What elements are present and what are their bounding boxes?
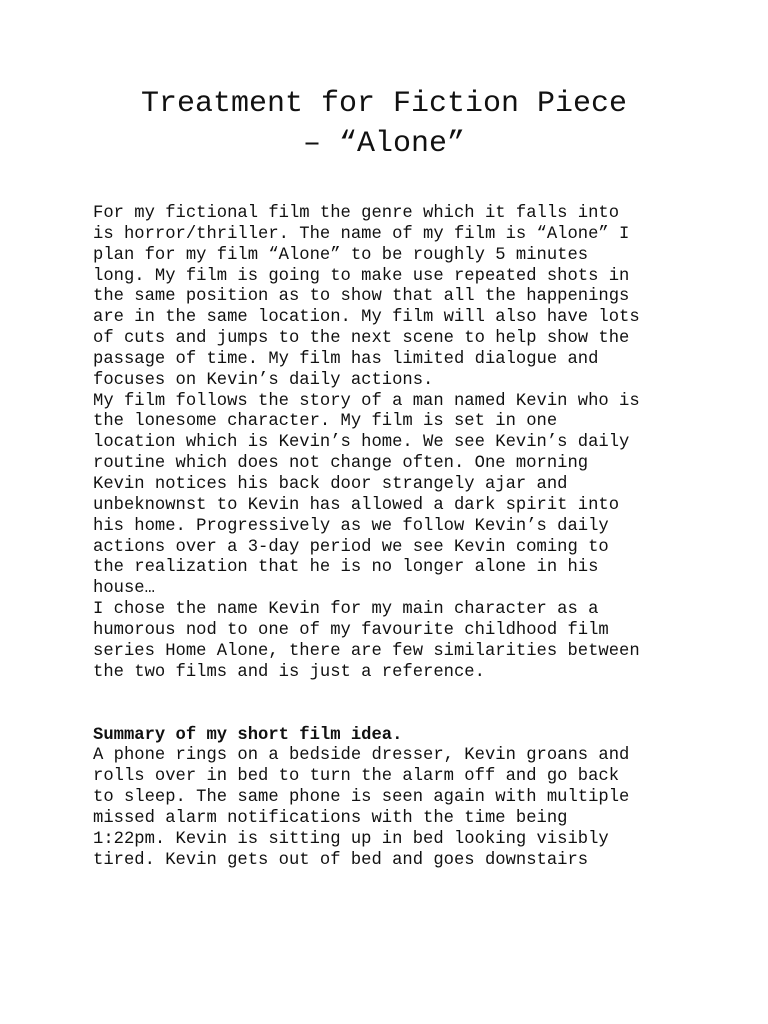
- name-choice-paragraph: I chose the name Kevin for my main character as a humorous nod to one of my favourite childhood film series Home Alone, there are few similarities between the two films and is just a reference.: [93, 600, 640, 682]
- summary-paragraph: A phone rings on a bedside dresser, Kevin groans and rolls over in bed to turn the alarm off and go back to sleep. The same phone is seen again with multiple missed alarm notifications with the time being 1:22pm. Kevin is sitting up in bed looking visibly tired. Kevin gets out of bed and goes downstairs: [93, 746, 630, 870]
- summary-heading: Summary of my short film idea.: [93, 726, 403, 746]
- document-body: [93, 204, 683, 871]
- story-paragraph: My film follows the story of a man named Kevin who is the lonesome character. My film is set in one location which is Kevin’s home. We see Kevin’s daily routine which does not change often. One morning Kevin notices his back door strangely ajar and unbeknownst to Kevin has allowed a dark spirit into his home. Progressively as we follow Kevin’s daily actions over a 3-day period we see Kevin coming to the realization that he is no longer alone in his house…: [93, 391, 640, 599]
- intro-paragraph: For my fictional film the genre which it falls into is horror/thriller. The name of my film is “Alone” I plan for my film “Alone” to be roughly 5 minutes long. My film is going to make use repeated shots in the same position as to show that all the happenings are in the same location. My film will also have lots of cuts and jumps to the next scene to help show the passage of time. My film has limited dialogue and focuses on Kevin’s daily actions.: [93, 204, 640, 390]
- document-title: Treatment for Fiction Piece – “Alone”: [140, 87, 628, 161]
